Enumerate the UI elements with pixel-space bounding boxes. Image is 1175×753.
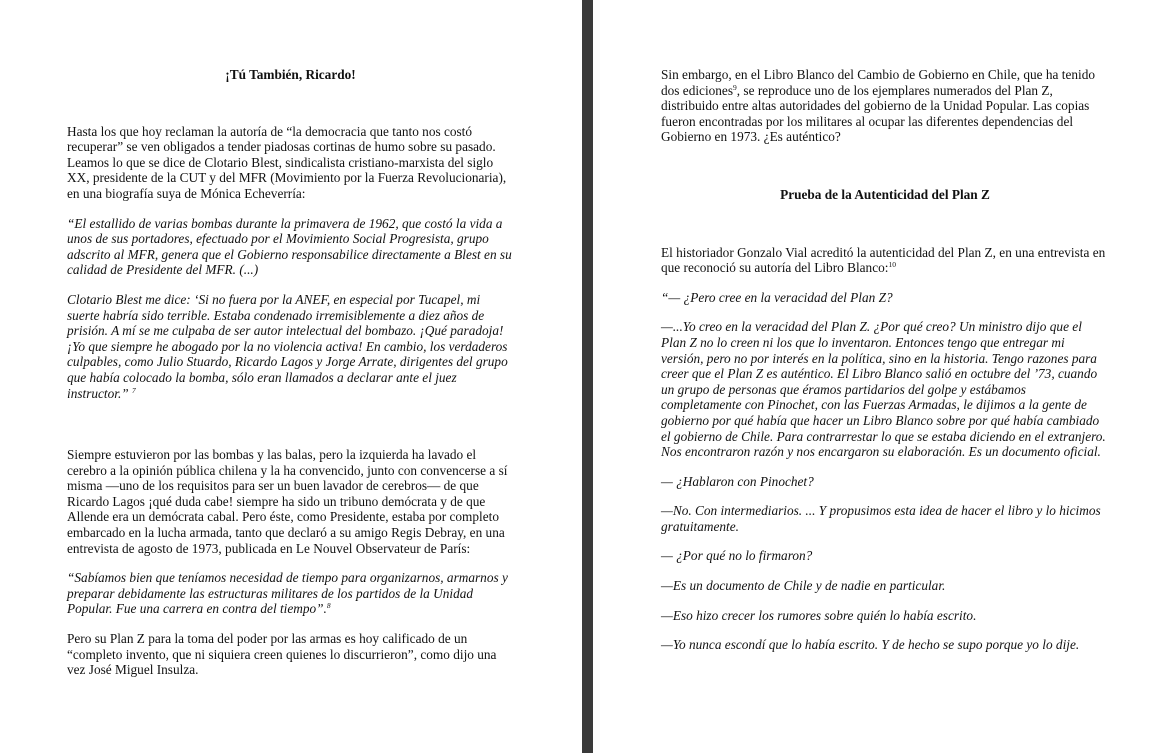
- blest-quote-2: [67, 292, 514, 401]
- qa-line: —Yo nunca escondí que lo había escrito. Y de hecho se supo porque yo lo dije.: [661, 637, 1080, 653]
- right-intro-text-a: Sin embargo, en el Libro Blanco del Cambio de Gobierno en Chile, que ha tenido dos ediciones: [661, 67, 1096, 98]
- footnote-ref-8: 8: [326, 601, 331, 611]
- page-gutter: [582, 0, 593, 753]
- qa-line: —Es un documento de Chile y de nadie en particular.: [661, 578, 946, 594]
- right-page: [593, 0, 1175, 753]
- footnote-ref-7: 7: [132, 385, 136, 395]
- left-page-title: ¡Tú También, Ricardo!: [225, 67, 356, 82]
- right-paragraph-1: [661, 245, 1109, 276]
- right-paragraph-1-text: El historiador Gonzalo Vial acreditó la autenticidad del Plan Z, en una entrevista en que reconoció su autoría del Libro Blanco:: [661, 244, 1106, 276]
- left-paragraph-3: Pero su Plan Z para la toma del poder por las armas es hoy calificado de un “completo invento, que ni siquiera creen quienes lo discurrieron”, como dijo una vez José Miguel Insulza.: [67, 631, 497, 678]
- right-page-title: Prueba de la Autenticidad del Plan Z: [780, 186, 990, 202]
- right-intro-text-b: , se reproduce uno de los ejemplares numerados del Plan Z, distribuido entre altas autoridades del gobierno de la Unidad Popular. Las copias fueron encontradas por los militares al ocupar las diferentes dependencias del Gobierno en 1973. ¿Es auténtico?: [661, 82, 1090, 145]
- qa-line: —Eso hizo crecer los rumores sobre quién lo había escrito.: [661, 607, 977, 623]
- left-intro-paragraph: Hasta los que hoy reclaman la autoría de “la democracia que tanto nos costó recuperar” se ven obligados a tender piadosas cortinas de humo sobre su pasado. Leamos lo que se dice de Clotario Blest, sindicalista cristiano-marxista del siglo XX, presidente de la CUT y del MFR (Movimiento por la Fuerza Revolucionaria), en una biografía suya de Mónica Echeverría:: [67, 123, 507, 201]
- blest-quote-2-text: Clotario Blest me dice: ‘Si no fuera por la ANEF, en especial por Tucapel, mi suerte habría sido terrible. Estaba condenado irremisiblemente a diez años de prisión. A mí se me culpaba de ser autor intelectual del bombazo. ¡Qué paradoja! ¡Yo que siempre he abogado por la no violencia activa! En cambio, los verdaderos culpables, como Julio Stuardo, Ricardo Lagos y Jorge Arrate, dirigentes del grupo que había colocado la bomba, sólo eran llamados a declarar ante el juez instructor.”: [67, 291, 508, 401]
- qa-line: —...Yo creo en la veracidad del Plan Z. ¿Por qué creo? Un ministro dijo que el Plan Z no lo creen ni los que lo inventaron. Entonces tengo que entregar mi versión, pero no por interés en la política, sino en la historia. Tengo razones para creer que el Plan Z es auténtico. El Libro Blanco salió en octubre del ’73, cuando un grupo de personas que éramos partidarios del golpe y estábamos completamente con Pinochet, con las Fuerzas Armadas, le dijimos a la gente de gobierno por qué había que hacer un Libro Blanco sobre por qué había cambiado el gobierno de Chile. Para contrarrestar lo que se estaba diciendo en el extranjero. Nos encontraron razón y nos encargaron su elaboración. Es un documento oficial.: [661, 319, 1106, 460]
- debray-quote: [67, 570, 514, 617]
- footnote-ref-9: 9: [733, 82, 737, 92]
- qa-line: “— ¿Pero cree en la veracidad del Plan Z?: [661, 289, 893, 305]
- blest-quote-1: “El estallido de varias bombas durante la primavera de 1962, que costó la vida a unos de sus portadores, efectuado por el Movimiento Social Progresista, grupo adscrito al MFR, genera que el Gobierno responsabilice directamente a Blest en su calidad de Presidente del MFR. (...): [67, 215, 512, 278]
- right-intro-paragraph: [661, 67, 1109, 145]
- footnote-ref-10: 10: [888, 260, 896, 270]
- left-paragraph-2: Siempre estuvieron por las bombas y las balas, pero la izquierda ha lavado el cerebro a la opinión pública chilena y la ha convencido, junto con convencerse a sí misma —uno de los requisitos para ser un buen lavador de cerebros— de que Ricardo Lagos ¡qué duda cabe! siempre ha sido un tribuno demócrata y de que Allende era un demócrata cabal. Pero éste, como Presidente, estaba por completo embarcado en la lucha armada, tanto que declaró a su amigo Regis Debray, en una entrevista de agosto de 1973, publicada en Le Nouvel Observateur de París:: [67, 447, 508, 556]
- qa-line: —No. Con intermediarios. ... Y propusimos esta idea de hacer el libro y lo hicimos gratuitamente.: [661, 503, 1101, 534]
- qa-line: — ¿Por qué no lo firmaron?: [661, 548, 813, 564]
- debray-quote-text: “Sabíamos bien que teníamos necesidad de tiempo para organizarnos, armarnos y preparar debidamente las estructuras militares de los partidos de la Unidad Popular. Fue una carrera en contra del tiempo”.: [67, 570, 508, 617]
- interview-qa: [661, 290, 1109, 653]
- qa-line: — ¿Hablaron con Pinochet?: [661, 473, 814, 489]
- left-page: [0, 0, 582, 753]
